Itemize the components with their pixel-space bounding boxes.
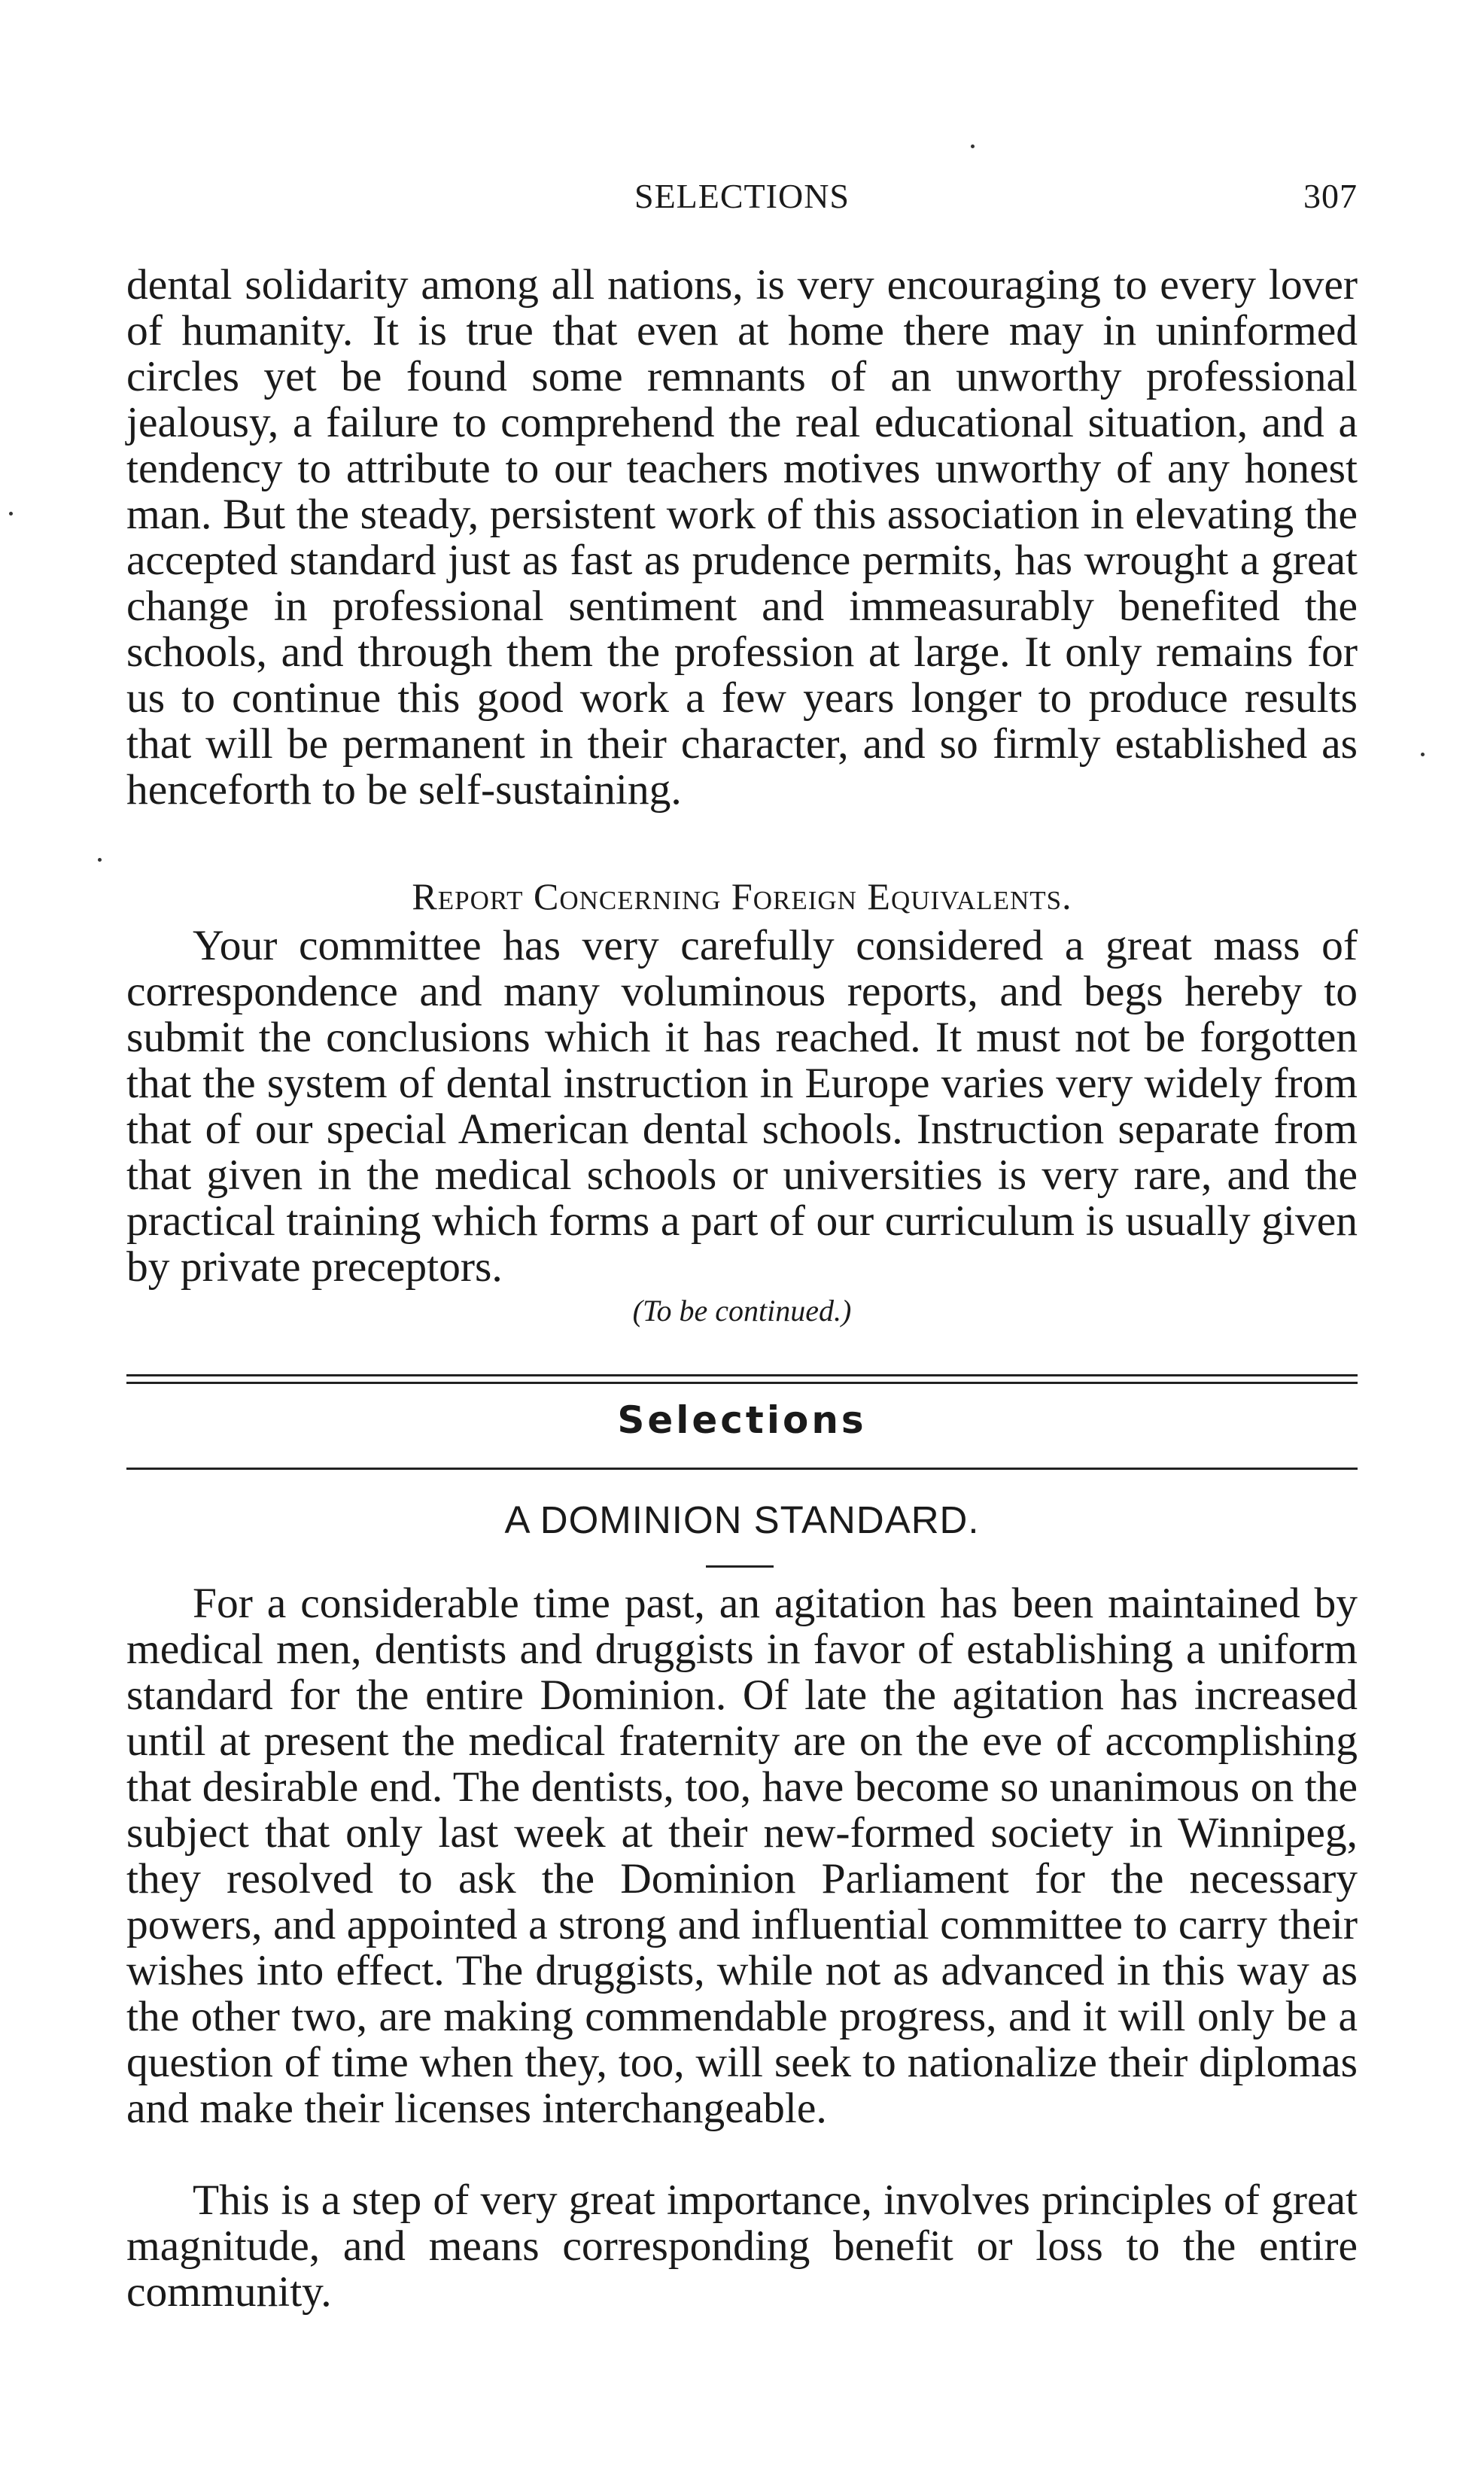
scan-speck [971,144,975,148]
report-text-block [126,923,1358,1290]
report-paragraph: Your committee has very carefully considered a great mass of correspondence and many voluminous reports, and begs hereby to submit the conclusions which it has reached. It must not be forgotten that the system of dental instruction in Europe varies very widely from that of our special American dental schools. Instruction separate from that given in the medical schools or universities is very rare, and the practical training which forms a part of our curriculum is usually given by private preceptors. [126,922,1358,1291]
section-divider-top [126,1374,1358,1376]
section-heading: Selections [617,1398,867,1442]
intro-paragraph: dental solidarity among all nations, is very encouraging to every lover of humanity. It is true that even at home there may in uninformed circles yet be found some remnants of an unworthy professional jealousy, a failure to comprehend the real educational situation, and a tendency to attribute to our teachers motives unworthy of any honest man. But the steady, persistent work of this association in elevating the accepted standard just as fast as prudence permits, has wrought a great change in professional sentiment and immeasurably benefited the schools, and through them the profession at large. It only remains for us to continue this good work a few years longer to produce results that will be permanent in their character, and so firmly established as henceforth to be self-sustaining. [126,261,1358,814]
article-paragraph-1: For a considerable time past, an agitation has been maintained by medical men, dentists and druggists in favor of establishing a uniform standard for the entire Dominion. Of late the agitation has increased until at present the medical fraternity are on the eve of accomplishing that desirable end. The dentists, too, have become so unanimous on the subject that only last week at their new-formed society in Winnipeg, they resolved to ask the Dominion Parliament for the necessary powers, and appointed a strong and influential committee to carry their wishes into effect. The druggists, while not as advanced in this way as the other two, are making commendable progress, and it will only be a question of time when they, too, will seek to nationalize their diplomas and make their licenses interchangeable. [126,1580,1358,2132]
section-divider-top-second [126,1382,1358,1384]
title-underline [706,1565,774,1568]
article-paragraph-2: This is a step of very great importance, involves principles of great magnitude, and means corresponding benefit or loss to the entire community. [126,2176,1358,2316]
report-heading: Report Concerning Foreign Equivalents. [412,875,1072,917]
scan-speck [98,858,102,862]
article-text-block [126,1580,1358,2131]
section-divider-bottom [126,1468,1358,1470]
article-title: A DOMINION STANDARD. [504,1498,980,1541]
article-text-block-2 [126,2177,1358,2315]
scan-speck [1421,753,1425,756]
page-number: 307 [1303,177,1358,215]
scan-speck [9,512,13,516]
continued-note: (To be continued.) [632,1294,852,1328]
intro-text-block [126,262,1358,813]
running-title: SELECTIONS [634,177,850,215]
running-header [126,176,1358,221]
